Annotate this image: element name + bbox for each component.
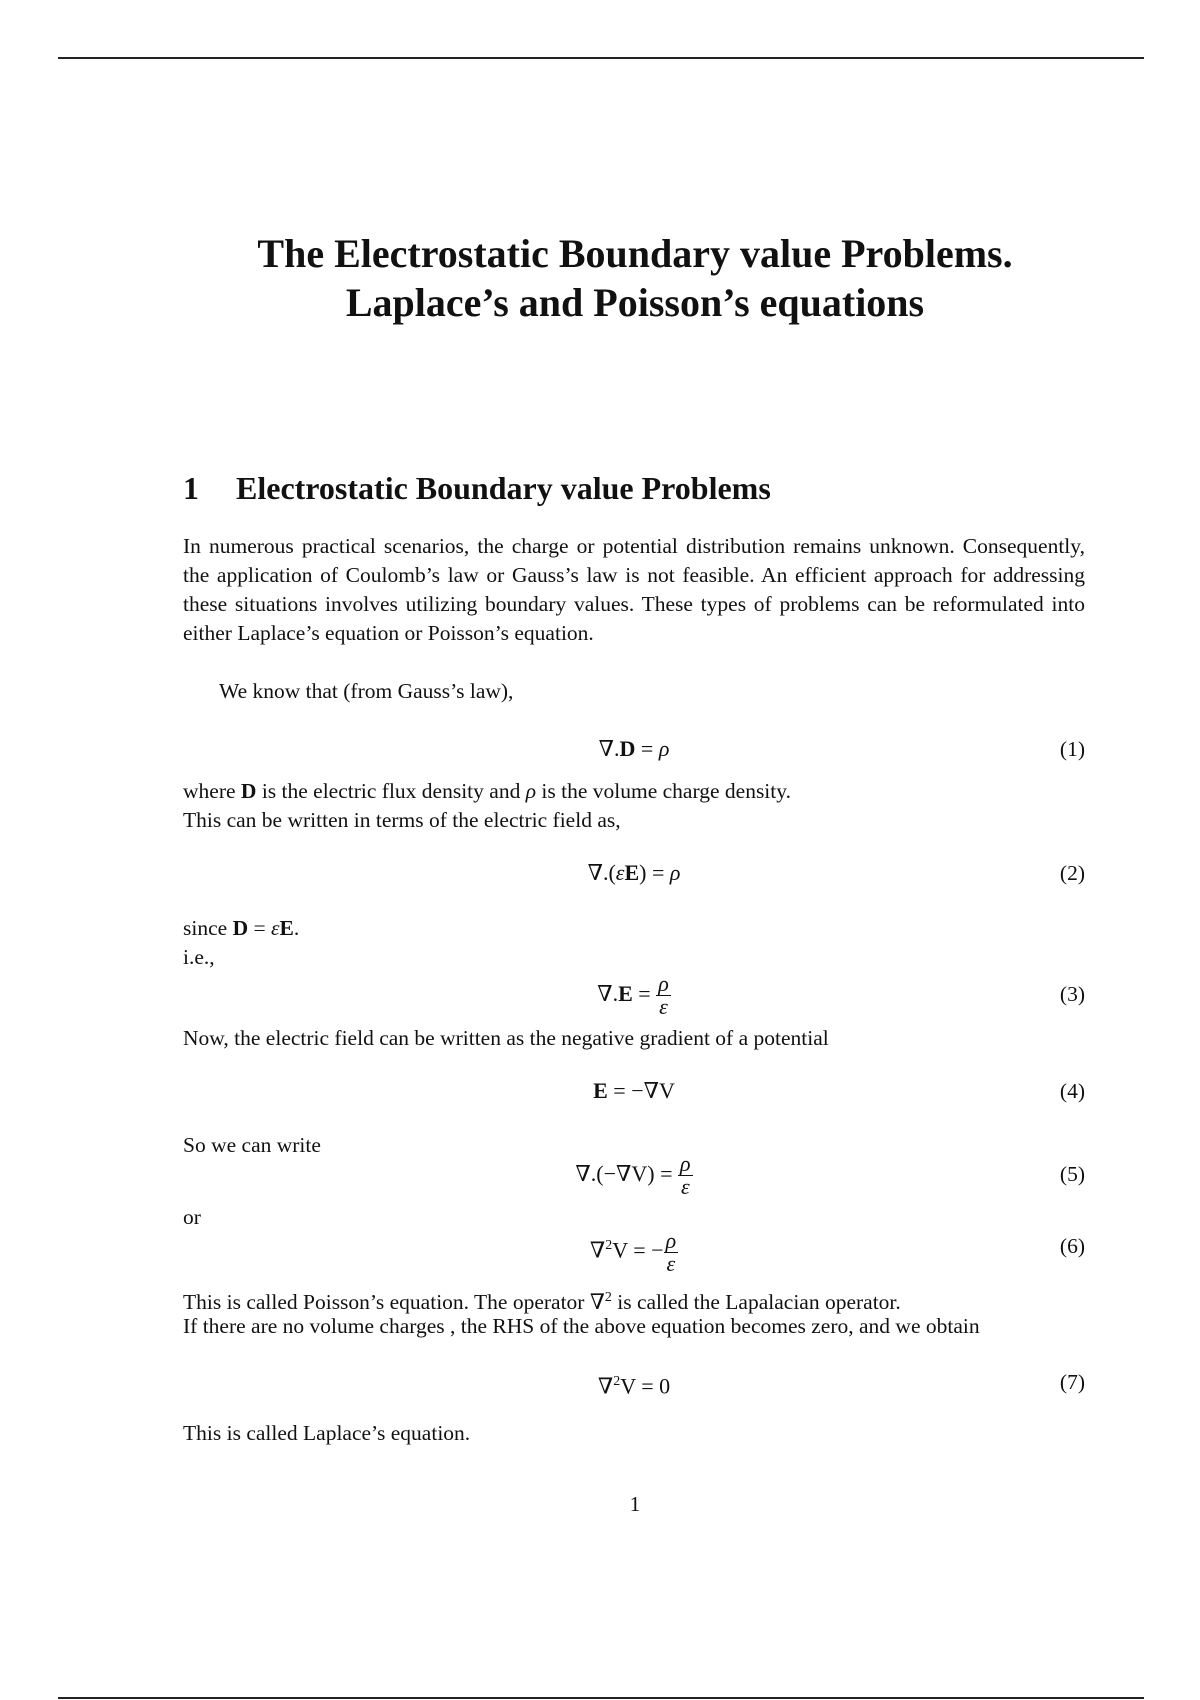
laplace-line: This is called Laplace’s equation. <box>183 1421 471 1445</box>
equation-1 <box>183 729 1085 769</box>
equation-6 <box>183 1221 1085 1276</box>
page-number: 1 <box>629 1492 641 1516</box>
equation-6-number: (6) <box>1059 1234 1085 1258</box>
section-heading <box>183 468 771 508</box>
section-title: Electrostatic Boundary value Problems <box>236 470 771 506</box>
equation-5-math: ∇.(−∇V) = $\frac{\rho}{\varepsilon}$ <box>575 1151 691 1200</box>
equation-7 <box>183 1362 1085 1402</box>
equation-6-math: ∇$^2$V = − $\frac{\rho}{\varepsilon}$ <box>589 1227 677 1276</box>
intro-paragraph: In numerous practical scenarios, the charge or potential distribution remains unknown. Consequently, the application of Coulomb’s law or Gauss’s law is not feasible. An efficient approach for addressing these situations involves utilizing boundary values. These types of problems can be reformulated into either Laplace’s equation or Poisson’s equation. <box>183 534 1085 645</box>
where-line: where D is the electric flux density and ρ is the volume charge density. <box>183 779 791 803</box>
equation-3-math: ∇.E = $\frac{\rho}{\varepsilon}$ <box>597 971 669 1020</box>
document-title-line-1: The Electrostatic Boundary value Problems. <box>257 231 1013 276</box>
or-line: or <box>183 1205 201 1229</box>
equation-3 <box>183 969 1085 1019</box>
equation-7-number: (7) <box>1059 1370 1085 1394</box>
equation-7-math: ∇$^2$V = 0 <box>597 1373 671 1399</box>
equation-2-math: ∇.(εE) = ρ <box>587 860 681 885</box>
equation-3-number: (3) <box>1059 982 1085 1006</box>
ie-line: i.e., <box>183 945 215 969</box>
top-rule <box>58 57 1144 59</box>
equation-4 <box>183 1071 1085 1111</box>
equation-4-number: (4) <box>1059 1079 1085 1103</box>
so-we-can-write: So we can write <box>183 1133 321 1157</box>
poisson-line: This is called Poisson’s equation. The operator ∇$^2$ is called the Lapalacian operator. <box>183 1290 901 1315</box>
equation-1-number: (1) <box>1059 737 1085 761</box>
equation-5-number: (5) <box>1059 1162 1085 1186</box>
no-charges-line: If there are no volume charges , the RHS of the above equation becomes zero, and we obtain <box>183 1314 980 1338</box>
since-line: since D = εE. <box>183 916 300 940</box>
equation-2 <box>183 853 1085 893</box>
negative-gradient-line: Now, the electric field can be written as the negative gradient of a potential <box>183 1026 829 1050</box>
gauss-intro: We know that (from Gauss’s law), <box>219 679 514 703</box>
document-title-line-2: Laplace’s and Poisson’s equations <box>345 280 925 325</box>
section-number: 1 <box>183 470 199 506</box>
bottom-rule <box>58 1697 1144 1699</box>
field-terms-line: This can be written in terms of the electric field as, <box>183 808 621 832</box>
equation-2-number: (2) <box>1059 861 1085 885</box>
equation-1-math: ∇.D = ρ <box>598 736 670 761</box>
equation-5 <box>183 1149 1085 1199</box>
equation-4-math: E = −∇V <box>593 1078 675 1103</box>
